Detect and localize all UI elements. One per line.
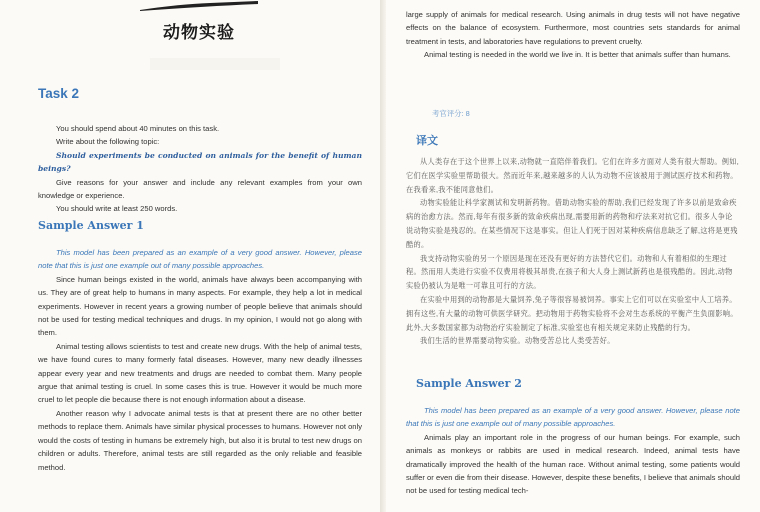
essay-paragraph: Since human beings existed in the world, animals have always been accompanying with us. They are of great help to humans in many aspects. For example, they help a lot in medical experiments. However in recent years a growing number of people believe that animals should not be used for testing medical techniques and drugs. In my opinion, I would not go along with them. xyxy=(38,274,362,338)
essay-conclusion: Animal testing is needed in the world we live in. It is better that animals suffer than humans. xyxy=(424,50,731,60)
right-page xyxy=(386,0,760,512)
sample-answer-1-heading: Sample Answer 1 xyxy=(38,219,144,232)
bleed-through-shadow xyxy=(150,58,280,70)
translation-paragraph: 我支持动物实验的另一个原因是现在还没有更好的方法替代它们。动物和人有着相似的生理过程。然而用人类进行实验不仅费用将极其昂贵,在孩子和大人身上测试新药也是很残酷的。因此,动物实验仍被认为是唯一可靠且可行的方法。 xyxy=(406,253,733,291)
translation-paragraph: 动物实验能让科学家测试和发明新药物。借助动物实验的帮助,我们已经发现了许多以前是致命疾病的治愈方法。然而,每年有很多新的致命疾病出现,需要用新的药物和疗法来对抗它们。很多人争论说动物实验是残忍的。在某些情况下这是事实。但让人们死于因对某种疾病信息缺乏了解,这将是更残酷的。 xyxy=(406,198,738,249)
sample-note: This model has been prepared as an example of a very good answer. However, please note that this is just one example out of many possible approaches. xyxy=(38,248,362,271)
essay-paragraph: Another reason why I advocate animal tests is that at present there are no other better methods to replace them. Animals have similar physical processes to humans. However not only would the costs of testing in humans be extremely high, but also it is brutal to test new drugs on children or adults. Therefore, animal tests are still regarded as the only reliable and feasible method. xyxy=(38,408,362,472)
essay-paragraph: Animals play an important role in the progress of our human beings. For example, such animals as monkeys or rabbits are used in medical research. Indeed, animal tests have dramatically improved the health of the human race. Without animal testing, some patients would suffer or even die from their disease. However, despite these benefits, I believe that animals should not be used for testing medical tech- xyxy=(406,432,740,496)
instruction-line: You should spend about 40 minutes on this task. xyxy=(56,124,220,133)
sample-answer-2-body xyxy=(406,404,740,498)
instruction-line: You should write at least 250 words. xyxy=(56,204,178,214)
essay-paragraph: Animal testing allows scientists to test and create new drugs. With the help of animal tests, we have found cures to many formerly fatal diseases. However, many new deadly illnesses appear every year and new treatments and drugs are needed to combat them. Many people argue that animal testing is cruel. In some cases this is true. However it would be much more cruel to let people die because there is not enough information about a disease. xyxy=(38,341,362,405)
translation-paragraph: 我们生活的世界需要动物实验。动物受苦总比人类受苦好。 xyxy=(420,336,615,346)
instruction-line: Give reasons for your answer and include any relevant examples from your own knowledge or experience. xyxy=(38,177,362,201)
essay-question: Should experiments be conducted on animals for the benefit of human beings? xyxy=(38,150,362,174)
examiner-score: 考官评分: 8 xyxy=(432,109,470,118)
chapter-title: 动物实验 xyxy=(163,23,235,43)
sample-note: This model has been prepared as an example of a very good answer. However, please note that this is just one example out of many possible approaches. xyxy=(406,406,740,429)
right-top-text xyxy=(406,8,740,62)
translation-heading: 译文 xyxy=(416,135,438,147)
chinese-translation xyxy=(406,155,740,348)
instruction-line: Write about the following topic: xyxy=(56,137,160,147)
translation-paragraph: 从人类存在于这个世界上以来,动物就一直陪伴着我们。它们在许多方面对人类有很大帮助。例如,它们在医学实验里帮助很大。然而近年来,越来越多的人认为动物不应该被用于测试医疗技术和药物。在我看来,我不能同意他们。 xyxy=(406,157,740,194)
brush-stroke-decoration xyxy=(140,0,260,12)
translation-paragraph: 在实验中用到的动物都是大量饲养,兔子等很容易被饲养。事实上它们可以在实验室中人工培养。拥有这些,有大量的动物可供医学研究。把动物用于药物实验将不会对生态系统的平衡产生负面影响。此外,大多数国家都为动物治疗实验制定了标准,实验室也有相关规定来防止残酷的行为。 xyxy=(406,294,738,332)
task-instructions xyxy=(38,122,362,216)
task-heading: Task 2 xyxy=(38,86,80,101)
sample-answer-2-heading: Sample Answer 2 xyxy=(416,377,522,390)
essay-paragraph: large supply of animals for medical research. Using animals in drug tests will not have negative effects on the balance of ecosystem. Furthermore, most countries sets standards for animal treatment in tests, and laboratories have regulations to prevent cruelty. xyxy=(406,10,740,46)
sample-answer-1-body xyxy=(38,246,362,474)
